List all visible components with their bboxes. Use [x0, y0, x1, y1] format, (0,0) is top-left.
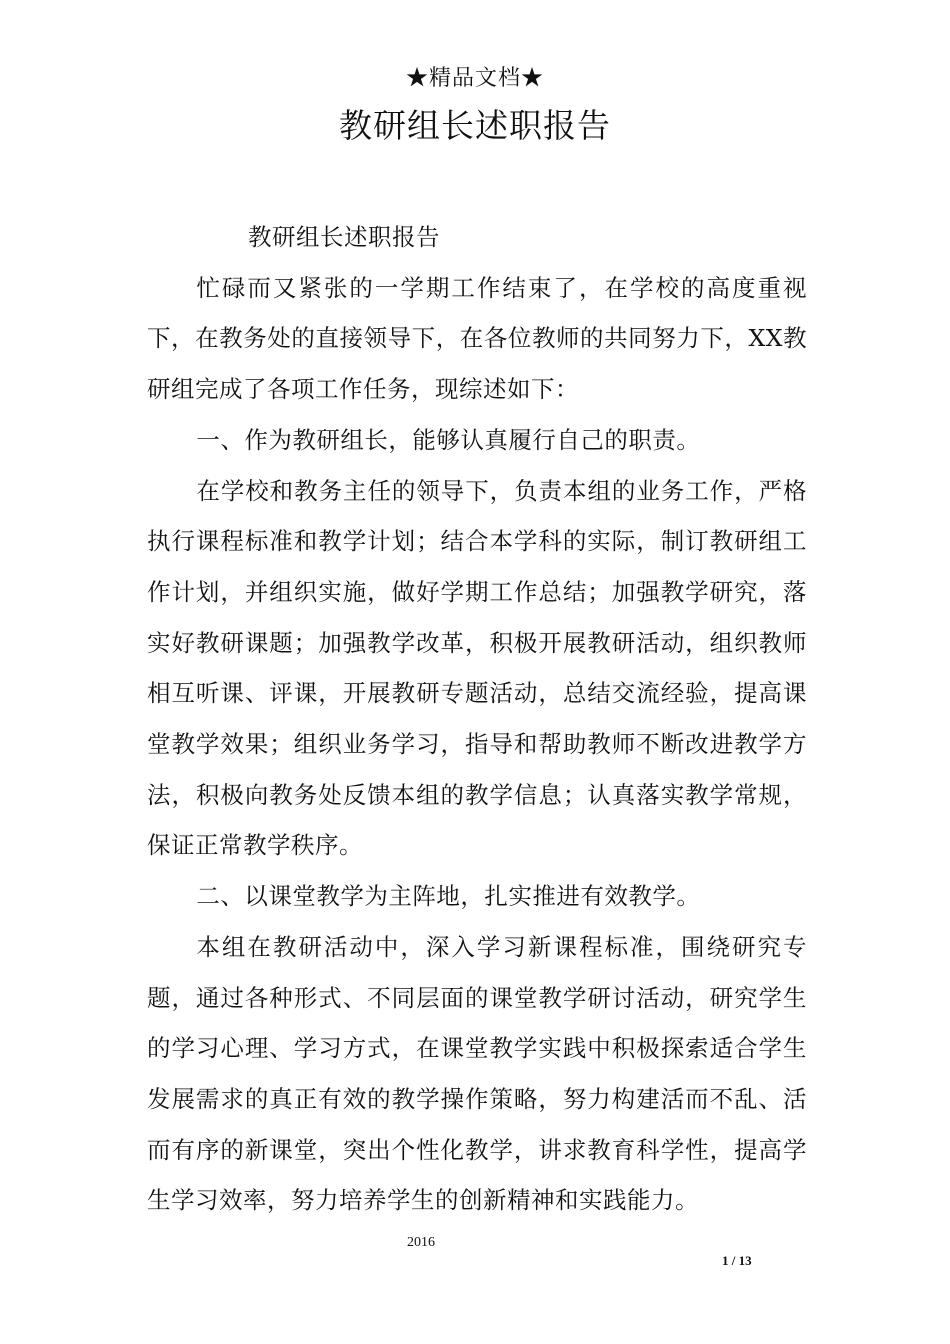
- section-heading-1: 一、作为教研组长，能够认真履行自己的职责。: [196, 425, 701, 454]
- footer-year: 2016: [407, 1235, 435, 1250]
- body-subtitle: 教研组长述职报告: [248, 223, 441, 251]
- document-body: [147, 212, 807, 1226]
- page-counter: 1 / 13: [722, 1253, 752, 1268]
- section-heading-2: 二、以课堂教学为主阵地，扎实推进有效教学。: [196, 882, 701, 911]
- document-title: 教研组长述职报告: [339, 106, 611, 145]
- paragraph-duties: 在学校和教务主任的领导下，负责本组的业务工作，严格执行课程标准和教学计划；结合本学科的实际，制订教研组工作计划，并组织实施，做好学期工作总结；加强教学研究，落实好教研课题；加强教学改革，积极开展教研活动，组织教师相互听课、评课，开展教研专题活动，总结交流经验，提高课堂教学效果；组织业务学习，指导和帮助教师不断改进教学方法，积极向教务处反馈本组的教学信息；认真落实教学常规，保证正常教学秩序。: [147, 476, 807, 860]
- paragraph-classroom: 本组在教研活动中，深入学习新课程标准，围绕研究专题，通过各种形式、不同层面的课堂教学研讨活动，研究学生的学习心理、学习方式，在课堂教学实践中积极探索适合学生发展需求的真正有效的教学操作策略，努力构建活而不乱、活而有序的新课堂，突出个性化教学，讲求教育科学性，提高学生学习效率，努力培养学生的创新精神和实践能力。: [147, 932, 807, 1215]
- document-header-label: ★精品文档★: [405, 66, 544, 91]
- paragraph-intro: 忙碌而又紧张的一学期工作结束了，在学校的高度重视下，在教务处的直接领导下，在各位教师的共同努力下，XX教研组完成了各项工作任务，现综述如下：: [147, 273, 807, 404]
